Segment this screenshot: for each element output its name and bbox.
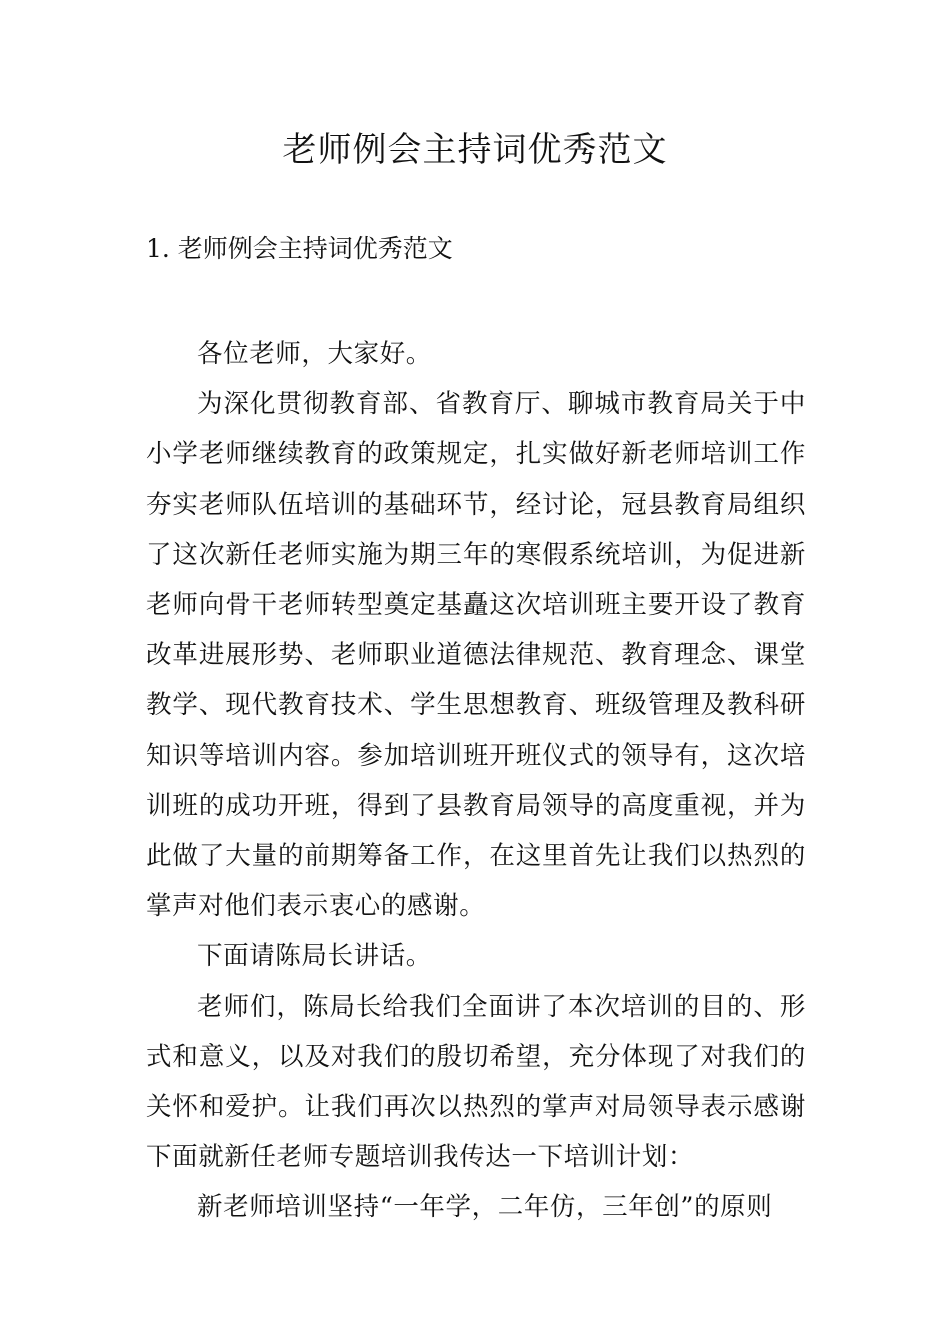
paragraph-after-speech: 老师们，陈局长给我们全面讲了本次培训的目的、形式和意义，以及对我们的殷切希望，充分体现了对我们的关怀和爱护。让我们再次以热烈的掌声对局领导表示感谢下面就新任老师专题培训我传达一下培训计划： <box>146 991 806 1173</box>
document-title: 老师例会主持词优秀范文 <box>282 130 668 170</box>
document-body <box>146 329 806 1233</box>
paragraph-training-principle: 新老师培训坚持“一年学，二年仿，三年创”的原则 <box>197 1192 773 1223</box>
section-heading: 1. 老师例会主持词优秀范文 <box>146 234 453 263</box>
paragraph-greeting: 各位老师，大家好。 <box>197 339 432 369</box>
paragraph-invite-speech: 下面请陈局长讲话。 <box>197 941 432 972</box>
paragraph-introduction: 为深化贯彻教育部、省教育厅、聊城市教育局关于中小学老师继续教育的政策规定，扎实做好新老师培训工作夯实老师队伍培训的基础环节，经讨论，冠县教育局组织了这次新任老师实施为期三年的寒假系统培训，为促进新老师向骨干老师转型奠定基矗这次培训班主要开设了教育改革进展形势、老师职业道德法律规范、教育理念、课堂教学、现代教育技术、学生思想教育、班级管理及教科研知识等培训内容。参加培训班开班仪式的领导有，这次培训班的成功开班，得到了县教育局领导的高度重视，并为此做了大量的前期筹备工作，在这里首先让我们以热烈的掌声对他们表示衷心的感谢。 <box>146 389 806 922</box>
